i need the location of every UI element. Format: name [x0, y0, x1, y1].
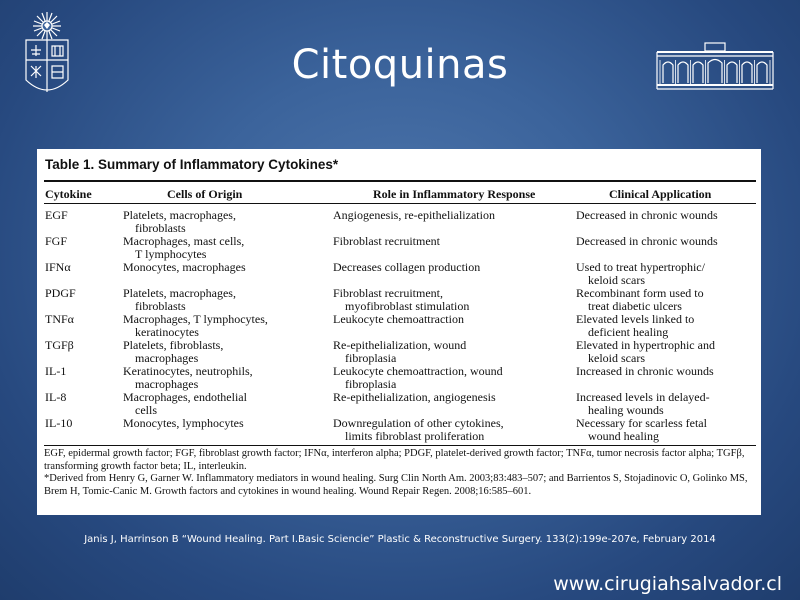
slide-title: Citoquinas	[291, 42, 509, 88]
cell-clinical	[576, 339, 758, 364]
cell-cytokine: IFNα	[45, 260, 71, 274]
cell-line: Monocytes, macrophages	[123, 260, 246, 274]
cell-clinical	[576, 391, 758, 416]
cell-role	[333, 313, 573, 326]
cell-origin	[123, 287, 333, 312]
cell-line: Recombinant form used to	[576, 286, 704, 300]
cell-line: Fibroblast recruitment	[333, 234, 440, 248]
cell-line: macrophages	[135, 376, 199, 391]
table-footnotes	[44, 448, 758, 498]
cell-line: T lymphocytes	[135, 246, 207, 261]
cell-line: treat diabetic ulcers	[588, 298, 682, 313]
cell-line: Fibroblast recruitment,	[333, 286, 443, 300]
cell-line: fibroplasia	[345, 376, 397, 391]
footnote-source: *Derived from Henry G, Garner W. Inflammatory mediators in wound healing. Surg Clin North Am. 2003;83:483–507; and Barrientos S, Stojadinovic O, Golinko MS, Brem H, Tomic-Canic M. Growth factors and cytokines in wound healing. Wound Repair Regen. 2008;16:585–601.	[44, 473, 748, 497]
cell-line: Macrophages, endothelial	[123, 390, 247, 404]
cell-line: fibroplasia	[345, 350, 397, 365]
cell-clinical	[576, 209, 758, 222]
cell-line: Platelets, macrophages,	[123, 208, 236, 222]
cell-origin	[123, 313, 333, 338]
cell-clinical	[576, 287, 758, 312]
cell-origin	[123, 209, 333, 234]
cell-line: Platelets, fibroblasts,	[123, 338, 224, 352]
cell-origin	[123, 235, 333, 260]
cell-cytokine: PDGF	[45, 286, 76, 300]
cell-origin	[123, 261, 333, 274]
cell-line: Leukocyte chemoattraction, wound	[333, 364, 503, 378]
header-rule	[44, 203, 756, 204]
cell-cytokine: FGF	[45, 234, 68, 248]
cell-clinical	[576, 235, 758, 248]
cell-role	[333, 339, 573, 364]
cell-origin	[123, 391, 333, 416]
cell-cytokine: TGFβ	[45, 338, 74, 352]
cell-cytokine: IL-8	[45, 390, 67, 404]
cell-line: fibroblasts	[135, 298, 186, 313]
table-bottom-rule	[44, 445, 756, 446]
column-header-role: Role in Inflammatory Response	[373, 187, 536, 201]
cell-line: limits fibroblast proliferation	[345, 428, 485, 443]
cell-line: keratinocytes	[135, 324, 199, 339]
cell-line: fibroblasts	[135, 220, 186, 235]
cell-line: Monocytes, lymphocytes	[123, 416, 244, 430]
cell-line: keloid scars	[588, 350, 645, 365]
cell-line: Increased levels in delayed-	[576, 390, 710, 404]
cell-role	[333, 391, 573, 404]
cell-line: Decreased in chronic wounds	[576, 208, 718, 222]
cell-origin	[123, 417, 333, 430]
cell-line: Used to treat hypertrophic/	[576, 260, 705, 274]
cell-role	[333, 417, 573, 442]
cell-role	[333, 365, 573, 390]
cell-clinical	[576, 417, 758, 442]
cell-line: wound healing	[588, 428, 659, 443]
cell-line: Decreased in chronic wounds	[576, 234, 718, 248]
cell-cytokine: IL-1	[45, 364, 67, 378]
cell-role	[333, 261, 573, 274]
cell-role	[333, 287, 573, 312]
cell-cytokine: EGF	[45, 208, 68, 222]
cell-line: Increased in chronic wounds	[576, 364, 714, 378]
cell-line: keloid scars	[588, 272, 645, 287]
column-header-cells-of-origin: Cells of Origin	[167, 187, 243, 201]
table-title: Table 1. Summary of Inflammatory Cytokines*	[45, 157, 339, 172]
cell-line: Re-epithelialization, angiogenesis	[333, 390, 496, 404]
cell-line: Decreases collagen production	[333, 260, 481, 274]
column-header-cytokine: Cytokine	[45, 187, 92, 201]
cell-origin	[123, 365, 333, 390]
cell-line: Downregulation of other cytokines,	[333, 416, 504, 430]
cell-line: Leukocyte chemoattraction	[333, 312, 464, 326]
cell-cytokine: IL-10	[45, 416, 73, 430]
cell-line: Macrophages, mast cells,	[123, 234, 245, 248]
cell-line: Keratinocytes, neutrophils,	[123, 364, 253, 378]
cell-clinical	[576, 365, 758, 378]
cell-line: cells	[135, 402, 157, 417]
cell-line: macrophages	[135, 350, 199, 365]
cell-line: Elevated in hypertrophic and	[576, 338, 715, 352]
source-citation: Janis J, Harrinson B “Wound Healing. Part I.Basic Sciencie” Plastic & Reconstructive Surgery. 133(2):199e-207e, February 2014	[84, 534, 716, 545]
cell-role	[333, 209, 573, 222]
website-link[interactable]: www.cirugiahsalvador.cl	[553, 573, 782, 595]
cell-line: deficient healing	[588, 324, 669, 339]
cell-line: Macrophages, T lymphocytes,	[123, 312, 268, 326]
cell-line: Necessary for scarless fetal	[576, 416, 707, 430]
footnote-abbreviations: EGF, epidermal growth factor; FGF, fibroblast growth factor; IFNα, interferon alpha; PDGF, platelet-derived growth factor; TNFα, tumor necrosis factor alpha; TGFβ, transforming growth factor beta; IL, interleukin.	[44, 448, 745, 472]
cell-cytokine: TNFα	[45, 312, 74, 326]
cell-line: Platelets, macrophages,	[123, 286, 236, 300]
table-top-rule	[44, 180, 756, 182]
cell-line: Elevated levels linked to	[576, 312, 695, 326]
cell-origin	[123, 339, 333, 364]
cell-line: healing wounds	[588, 402, 664, 417]
cytokine-table-panel	[37, 149, 761, 515]
cell-line: myofibroblast stimulation	[345, 298, 470, 313]
cell-line: Re-epithelialization, wound	[333, 338, 467, 352]
cell-line: Angiogenesis, re-epithelialization	[333, 208, 495, 222]
cell-clinical	[576, 261, 758, 286]
cell-role	[333, 235, 573, 248]
cell-clinical	[576, 313, 758, 338]
column-header-clinical: Clinical Application	[609, 187, 712, 201]
